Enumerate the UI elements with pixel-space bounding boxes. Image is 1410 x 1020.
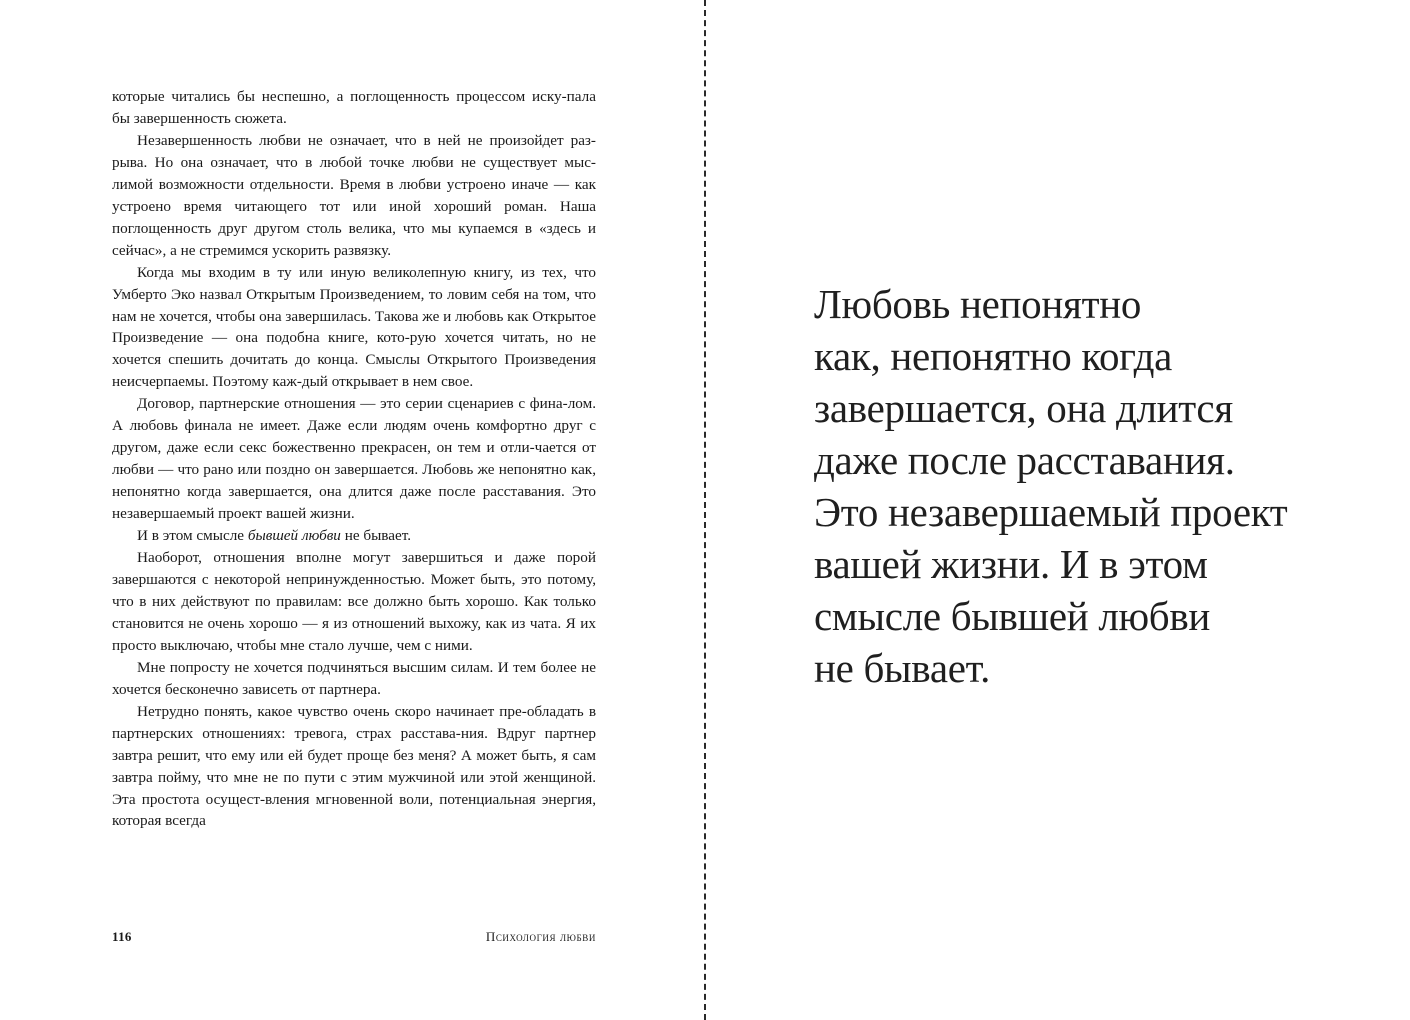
running-head: Психология любви	[485, 929, 596, 944]
quote-line: даже после расставания.	[814, 437, 1235, 483]
paragraph-with-emphasis	[112, 525, 596, 547]
right-page	[706, 0, 1410, 1020]
emphasis: бывшей любви	[247, 527, 341, 545]
page-number: 116	[112, 929, 132, 944]
paragraph: Наоборот, отношения вполне могут завершиться и даже порой завершаются с некоторой непринужденностью. Может быть, это потому, что в них действуют по правилам: все должно быть хорошо. Как только становится не очень хорошо — я из отношений выхожу, как из чата. Я их просто выключаю, чтобы мне стало лучше, чем с ними.	[112, 549, 596, 654]
quote-line: Это незавершаемый проект	[814, 489, 1288, 535]
paragraph: Договор, партнерские отношения — это серии сценариев с фина-лом. А любовь финала не имеет. Даже если людям очень комфортно друг с другом, даже если секс божественно прекрасен, он тем и отли-чается от любви — что рано или поздно он завершается. Любовь же непонятно как, непонятно когда завершается, она длится даже после расставания. Это незавершаемый проект вашей жизни.	[112, 395, 596, 523]
paragraph: Мне попросту не хочется подчиняться высшим силам. И тем более не хочется бесконечно зависеть от партнера.	[112, 658, 596, 698]
text-run: И в этом смысле	[137, 527, 248, 545]
quote-line: как, непонятно когда	[814, 333, 1173, 379]
left-page	[0, 0, 704, 1020]
page-footer	[112, 929, 596, 949]
pull-quote	[814, 278, 1374, 694]
quote-line: вашей жизни. И в этом	[814, 541, 1208, 587]
text-run: не бывает.	[340, 527, 412, 545]
quote-line: завершается, она длится	[814, 385, 1233, 431]
paragraph: Когда мы входим в ту или иную великолепную книгу, из тех, что Умберто Эко назвал Открытым Произведением, то ловим себя на том, что нам не хочется, чтобы она завершилась. Такова же и любовь как Открытое Произведение — она подобна книге, кото-рую хочется читать, но не хочется спешить дочитать до конца. Смыслы Открытого Произведения неисчерпаемы. Поэтому каж-дый открывает в нем свое.	[112, 263, 596, 391]
paragraph: Незавершенность любви не означает, что в ней не произойдет раз-рыва. Но она означает, что в любой точке любви не существует мыс-лимой возможности отдельности. Время в любви устроено иначе — как устроено время читающего тот или иной хороший роман. Наша поглощенность друг другом столь велика, что мы купаемся в «здесь и сейчас», а не стремимся ускорить развязку.	[112, 131, 596, 259]
quote-line: не бывает.	[814, 645, 991, 691]
paragraph: Нетрудно понять, какое чувство очень скоро начинает пре-обладать в партнерских отношениях: тревога, страх расстава-ния. Вдруг партнер завтра решит, что ему или ей будет проще без меня? А может быть, я сам завтра пойму, что мне не по пути с этим мужчиной или этой женщиной. Эта простота осущест-вления мгновенной воли, потенциальная энергия, которая всегда	[112, 702, 596, 830]
quote-line: Любовь непонятно	[814, 281, 1142, 327]
body-text	[112, 86, 596, 832]
paragraph: которые читались бы неспешно, а поглощенность процессом иску-пала бы завершенность сюжета.	[112, 88, 596, 127]
quote-line: смысле бывшей любви	[814, 593, 1211, 639]
